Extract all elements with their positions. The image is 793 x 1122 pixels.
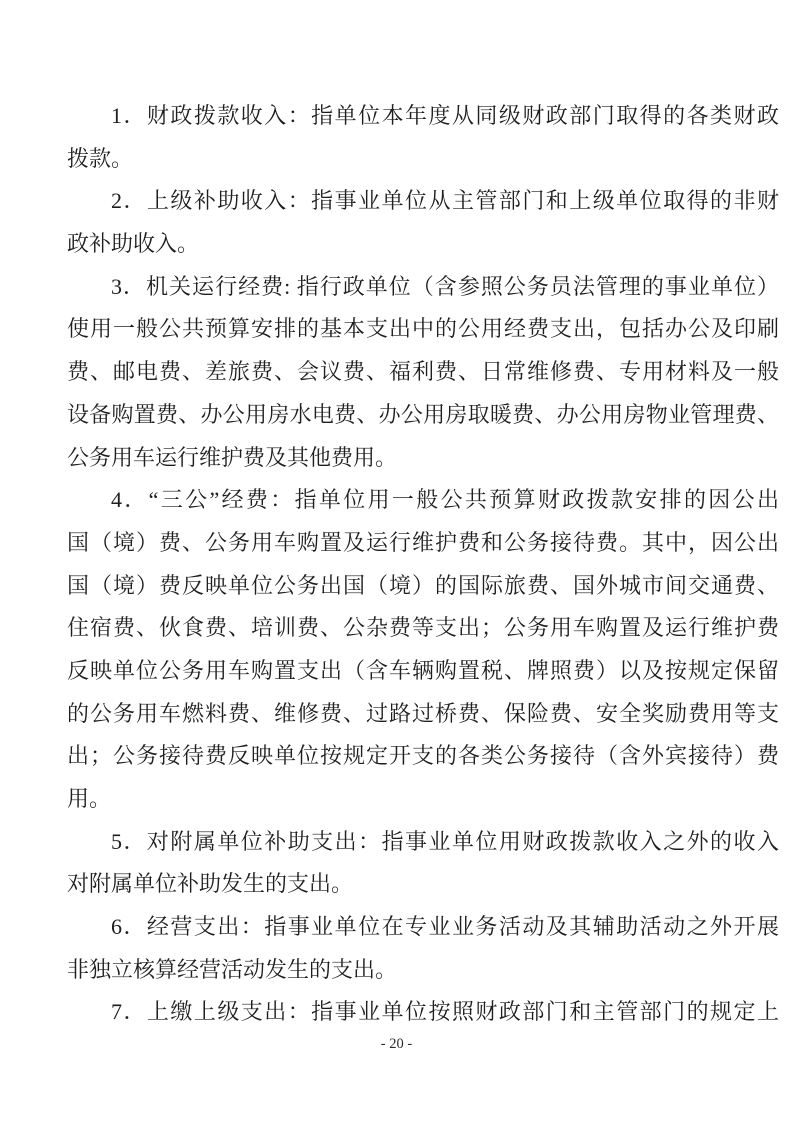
paragraph-line: 4．“三公”经费：指单位用一般公共预算财政拨款安排的因公出: [111, 487, 779, 513]
paragraph: [67, 479, 779, 821]
paragraph-line: 公务用车运行维护费及其他费用。: [67, 444, 398, 470]
paragraph-line: 拨款。: [67, 145, 134, 171]
paragraph-line: 7．上缴上级支出：指事业单位按照财政部门和主管部门的规定上: [111, 999, 779, 1025]
paragraph-line: 反映单位公务用车购置支出（含车辆购置税、牌照费）以及按规定保留: [67, 657, 779, 683]
page-number: - 20 -: [380, 1036, 413, 1052]
paragraph-line: 出；公务接待费反映单位按规定开支的各类公务接待（含外宾接待）费: [67, 743, 779, 769]
paragraph: [67, 906, 779, 991]
paragraph-line: 费、邮电费、差旅费、会议费、福利费、日常维修费、专用材料及一般: [67, 359, 779, 385]
paragraph-line: 3．机关运行经费: 指行政单位（含参照公务员法管理的事业单位）: [111, 273, 779, 299]
paragraph-line: 6．经营支出：指事业单位在专业业务活动及其辅助活动之外开展: [111, 914, 779, 940]
paragraph-line: 5．对附属单位补助支出：指事业单位用财政拨款收入之外的收入: [111, 828, 779, 854]
paragraph-line: 使用一般公共预算安排的基本支出中的公用经费支出，包括办公及印刷: [67, 316, 779, 342]
paragraph: [67, 821, 779, 906]
paragraph-line: 政补助收入。: [67, 231, 200, 257]
paragraph-line: 国（境）费、公务用车购置及运行维护费和公务接待费。其中，因公出: [67, 529, 779, 555]
paragraph-line: 用。: [67, 786, 112, 811]
paragraph-line: 2．上级补助收入：指事业单位从主管部门和上级单位取得的非财: [111, 188, 779, 214]
paragraph: [67, 180, 779, 265]
paragraph-line: 设备购置费、办公用房水电费、办公用房取暖费、办公用房物业管理费、: [67, 401, 779, 427]
paragraph-line: 的公务用车燃料费、维修费、过路过桥费、保险费、安全奖励费用等支: [67, 700, 779, 726]
paragraph-line: 国（境）费反映单位公务出国（境）的国际旅费、国外城市间交通费、: [67, 572, 779, 598]
document-body: [67, 95, 779, 1034]
paragraph: [67, 991, 779, 1034]
paragraph-line: 对附属单位补助发生的支出。: [67, 871, 354, 897]
paragraph: [67, 95, 779, 180]
page-footer: [0, 1036, 793, 1053]
paragraph-line: 住宿费、伙食费、培训费、公杂费等支出；公务用车购置及运行维护费: [67, 615, 779, 641]
paragraph: [67, 266, 779, 479]
paragraph-line: 非独立核算经营活动发生的支出。: [67, 956, 398, 982]
paragraph-line: 1．财政拨款收入：指单位本年度从同级财政部门取得的各类财政: [111, 103, 779, 128]
